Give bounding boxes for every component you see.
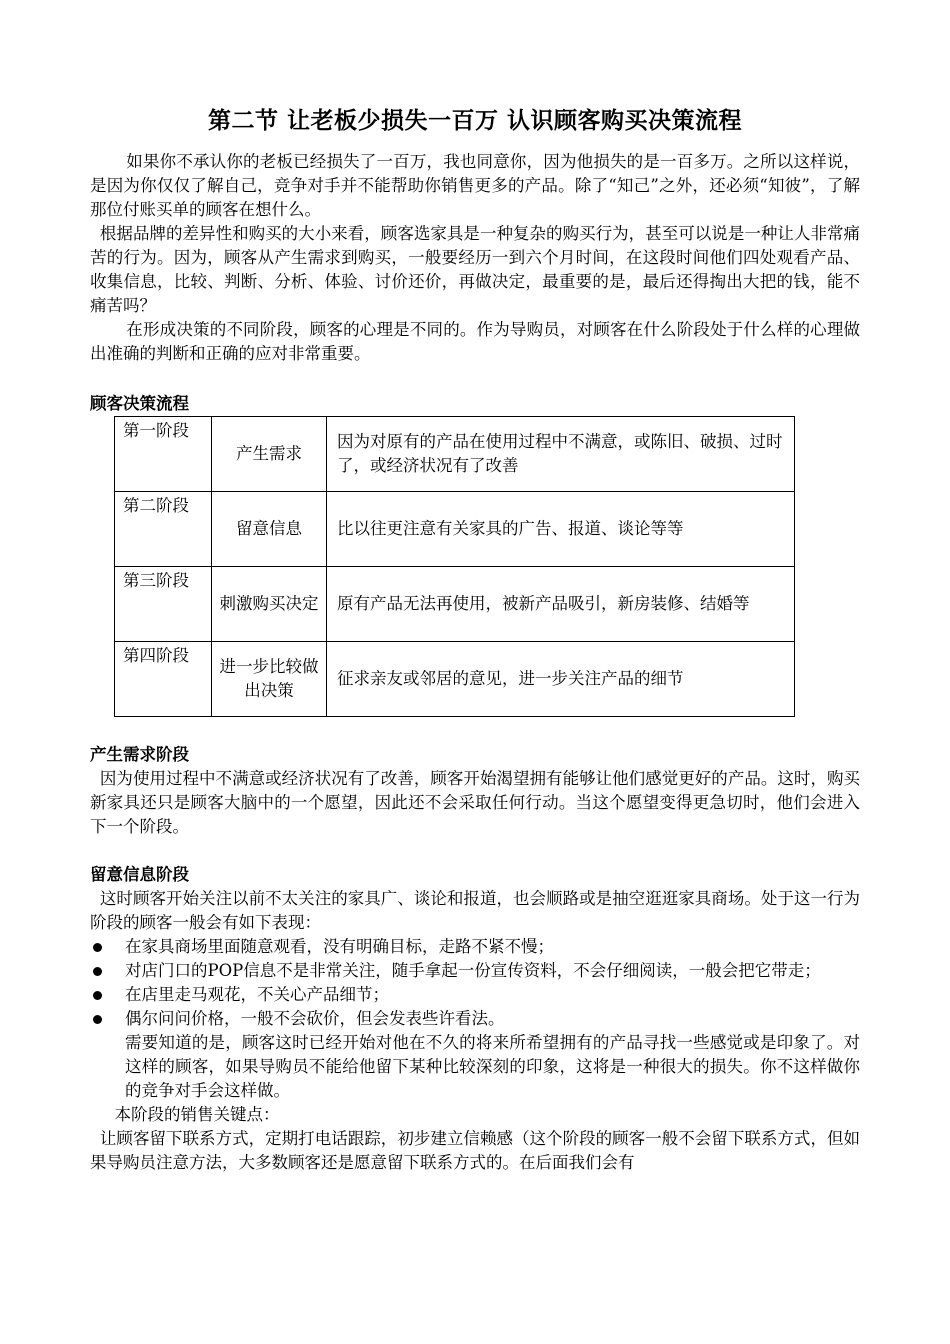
table-row: [115, 417, 795, 492]
intro-paragraph-3: 在形成决策的不同阶段，顾客的心理是不同的。作为导购员，对顾客在什么阶段处于什么样的心理做出准确的判断和正确的应对非常重要。: [90, 320, 860, 363]
stage-desc-cell: 因为对原有的产品在使用过程中不满意，或陈旧、破损、过时了，或经济状况有了改善: [327, 417, 795, 492]
spacer: [90, 717, 860, 743]
stage-cell: 第三阶段: [115, 567, 212, 642]
table-row: [115, 492, 795, 567]
bullet-dot-icon: [93, 943, 102, 952]
need-stage-text: 因为使用过程中不满意或经济状况有了改善，顾客开始渴望拥有能够让他们感觉更好的产品。这时，购买新家具还只是顾客大脑中的一个愿望，因此还不会采取任何行动。当这个愿望变得更急切时，他们会进入下一个阶段。: [90, 769, 860, 836]
spacer: [90, 839, 860, 863]
list-item: 在店里走马观花，不关心产品细节；: [90, 983, 860, 1007]
stage-cell: 第一阶段: [115, 417, 212, 492]
key-points-text: 让顾客留下联系方式，定期打电话跟踪，初步建立信赖感（这个阶段的顾客一般不会留下联系方式，但如果导购员注意方法，大多数顾客还是愿意留下联系方式的。在后面我们会有: [90, 1129, 860, 1172]
info-stage-bullet-list: [90, 935, 860, 1031]
list-item: 在家具商场里面随意观看，没有明确目标，走路不紧不慢；: [90, 935, 860, 959]
stage-desc-cell: 比以往更注意有关家具的广告、报道、谈论等等: [327, 492, 795, 567]
stage-desc-cell: 原有产品无法再使用，被新产品吸引，新房装修、结婚等: [327, 567, 795, 642]
table-row: [115, 567, 795, 642]
bullet-dot-icon: [93, 991, 102, 1000]
need-stage-heading: 产生需求阶段: [90, 745, 189, 764]
bullet-dot-icon: [93, 967, 102, 976]
list-item: 偶尔问问价格，一般不会砍价，但会发表些许看法。: [90, 1007, 860, 1031]
stage-cell: 第四阶段: [115, 642, 212, 717]
info-stage-heading: 留意信息阶段: [90, 865, 189, 884]
stage-name-cell: 产生需求: [212, 417, 327, 492]
table-row: [115, 642, 795, 717]
document-page: [90, 106, 860, 1175]
stage-name-cell: 进一步比较做出决策: [212, 642, 327, 717]
bullet-dot-icon: [93, 1015, 102, 1024]
info-stage-note: 需要知道的是，顾客这时已经开始对他在不久的将来所希望拥有的产品寻找一些感觉或是印象了。对这样的顾客，如果导购员不能给他留下某种比较深刻的印象，这将是一种很大的损失。你不这样做你的竞争对手会这样做。: [125, 1033, 860, 1100]
info-stage-text: 这时顾客开始关注以前不太关注的家具广、谈论和报道，也会顺路或是抽空逛逛家具商场。处于这一行为阶段的顾客一般会有如下表现：: [90, 889, 860, 932]
list-item: 对店门口的POP信息不是非常关注，随手拿起一份宣传资料，不会仔细阅读，一般会把它带走；: [90, 959, 860, 983]
stage-desc-cell: 征求亲友或邻居的意见，进一步关注产品的细节: [327, 642, 795, 717]
intro-paragraph-1: 如果你不承认你的老板已经损失了一百万，我也同意你，因为他损失的是一百多万。之所以这样说，是因为你仅仅了解自己，竞争对手并不能帮助你销售更多的产品。除了“知己”之外，还必须“知彼”，了解那位付账买单的顾客在想什么。: [90, 152, 860, 219]
stage-name-cell: 留意信息: [212, 492, 327, 567]
decision-flow-heading: 顾客决策流程: [90, 394, 189, 413]
spacer: [90, 366, 860, 392]
page-title: 第二节 让老板少损失一百万 认识顾客购买决策流程: [207, 107, 742, 134]
decision-flow-table: [114, 416, 795, 717]
stage-cell: 第二阶段: [115, 492, 212, 567]
key-points-label: 本阶段的销售关键点：: [114, 1105, 280, 1124]
stage-name-cell: 刺激购买决定: [212, 567, 327, 642]
intro-paragraph-2: 根据品牌的差异性和购买的大小来看，顾客选家具是一种复杂的购买行为，甚至可以说是一种让人非常痛苦的行为。因为，顾客从产生需求到购买，一般要经历一到六个月时间，在这段时间他们四处观看产品、收集信息，比较、判断、分析、体验、讨价还价，再做决定，最重要的是，最后还得掏出大把的钱，能不痛苦吗？: [90, 224, 860, 315]
